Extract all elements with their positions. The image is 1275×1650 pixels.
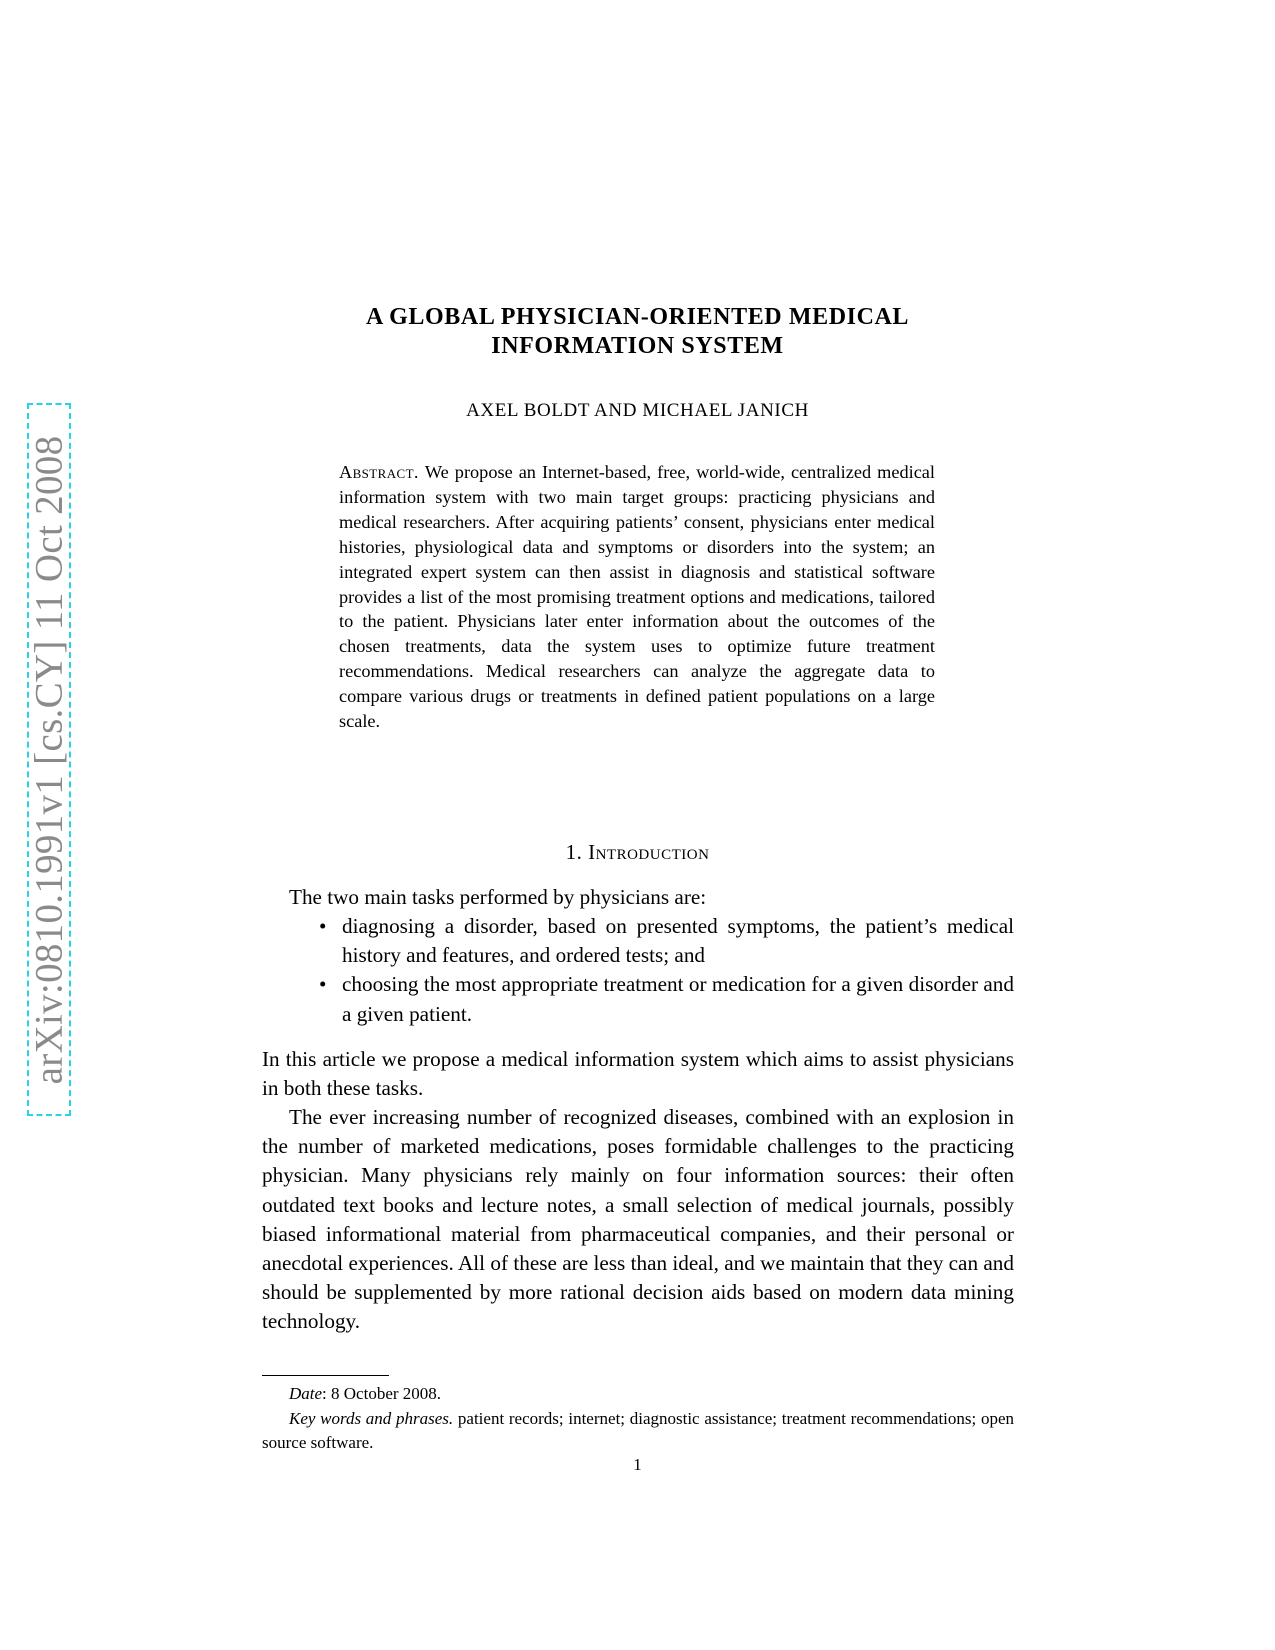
list-item-text: diagnosing a disorder, based on presented symptoms, the patient’s medical history and features, and ordered tests; and [342,914,1014,968]
bullet-icon: • [319,972,327,997]
abstract-text: We propose an Internet-based, free, world-wide, centralized medical information system with two main target groups: practicing physicians and medical researchers. After acquiring patients’ consent, physicians enter medical histories, physiological data and symptoms or disorders into the system; an integrated expert system can then assist in diagnosis and statistical software provides a list of the most promising treatment options and medications, tailored to the patient. Physicians later enter information about the outcomes of the chosen treatments, data the system uses to optimize future treatment recommendations. Medical researchers can analyze the aggregate data to compare various drugs or treatments in defined patient populations on a large scale. [339,462,935,732]
page-number: 1 [633,1455,642,1474]
abstract-label: Abstract. [339,462,419,482]
body-paragraph: The ever increasing number of recognized diseases, combined with an explosion in the number of marketed medications, poses formidable challenges to the practicing physician. Many physicians rely mainly on four information sources: their often outdated text books and lecture notes, a small selection of medical journals, possibly biased informational material from pharmaceutical companies, and their personal or anecdotal experiences. All of these are less than ideal, and we maintain that they can and should be supplemented by more rational decision aids based on modern data mining technology. [262,1105,1014,1334]
footnote-keywords-label: Key words and phrases. [289,1408,454,1428]
list-item [262,970,1014,1028]
section-heading [260,840,1015,865]
footnote-date-value: : 8 October 2008. [322,1384,442,1403]
footnote-divider [262,1375,389,1376]
intro-lead-paragraph: The two main tasks performed by physicians are: [289,885,707,909]
abstract [339,460,935,734]
paper-authors: AXEL BOLDT AND MICHAEL JANICH [466,400,809,421]
title-line-2: INFORMATION SYSTEM [491,333,784,359]
arxiv-stamp [27,403,71,1116]
footnote-keywords [262,1407,1014,1456]
footnotes [262,1382,1014,1456]
bullet-icon: • [319,914,327,938]
body-paragraph: In this article we propose a medical information system which aims to assist physicians in both these tasks. [262,1047,1014,1101]
section-number: 1. [565,840,583,864]
paper-title [260,303,1015,361]
footnote-date-label: Date [289,1384,323,1403]
list-item [262,912,1014,970]
arxiv-identifier: arXiv:0810.1991v1 [cs.CY] 11 Oct 2008 [27,435,71,1084]
task-list [262,912,1014,1029]
title-line-1: A GLOBAL PHYSICIAN-ORIENTED MEDICAL [365,304,910,330]
list-item-text: choosing the most appropriate treatment or medication for a given disorder and a given patient. [342,972,1014,1026]
footnote-date [262,1382,1014,1407]
section-title: Introduction [588,840,710,864]
footnote-keywords-value: patient records; internet; diagnostic assistance; treatment recommendations; open source software. [262,1408,1015,1453]
